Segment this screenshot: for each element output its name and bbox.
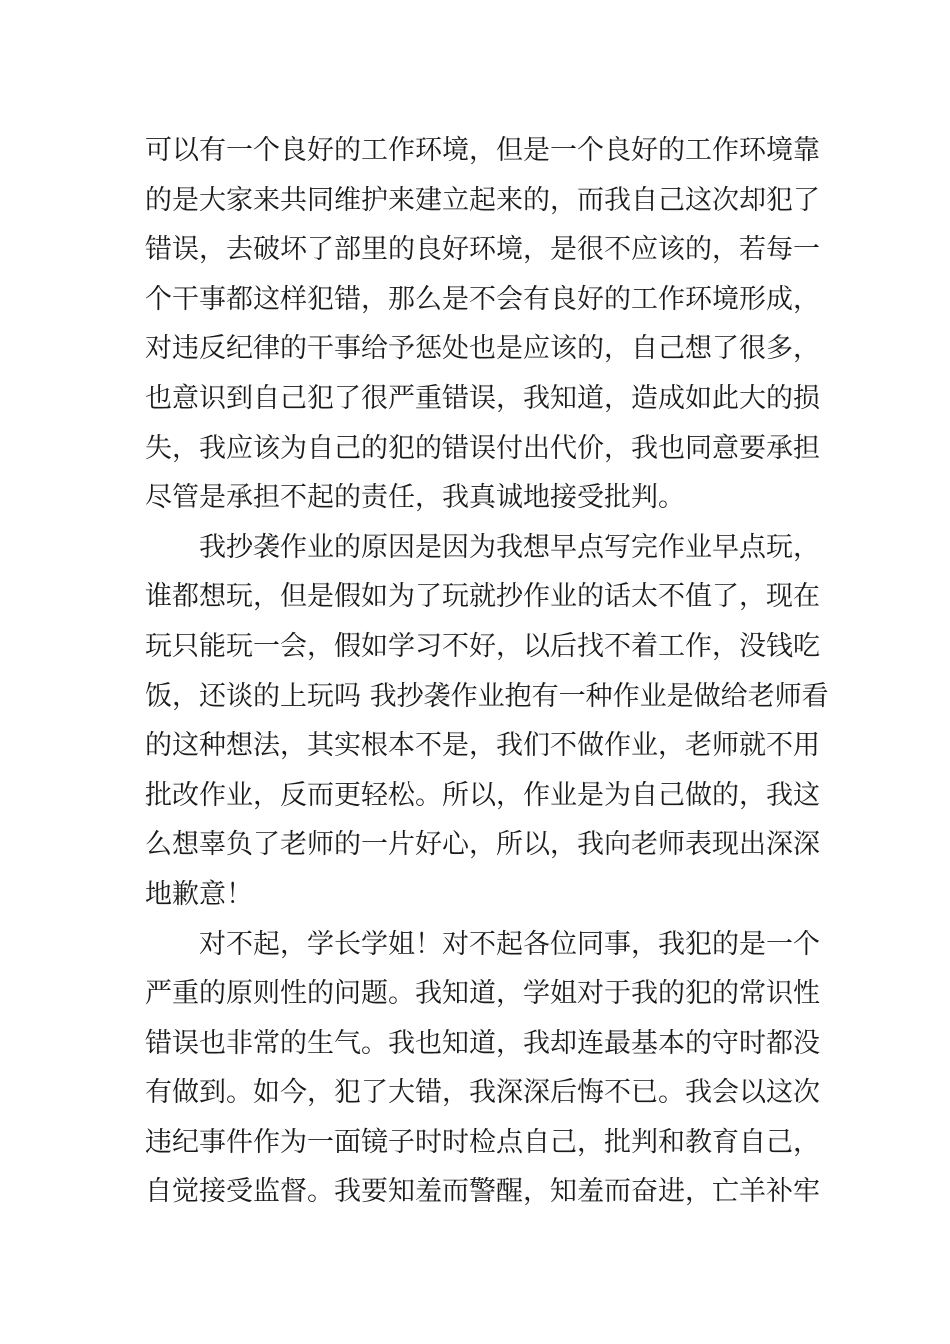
text-line: 违纪事件作为一面镜子时时检点自己，批判和教育自己， [145, 1126, 820, 1158]
text-line: 批改作业，反而更轻松。所以，作业是为自己做的，我这 [145, 779, 820, 811]
text-line: 个干事都这样犯错，那么是不会有良好的工作环境形成， [145, 283, 820, 315]
text-line: 严重的原则性的问题。我知道，学姐对于我的犯的常识性 [145, 978, 820, 1010]
document-body [145, 126, 829, 1217]
text-line: 自觉接受监督。我要知羞而警醒，知羞而奋进，亡羊补牢 [145, 1176, 820, 1208]
text-line: 错误也非常的生气。我也知道，我却连最基本的守时都没 [145, 1027, 820, 1059]
text-line: 失，我应该为自己的犯的错误付出代价，我也同意要承担 [145, 432, 820, 464]
text-line: 谁都想玩，但是假如为了玩就抄作业的话太不值了，现在 [145, 581, 820, 613]
text-line: 地歉意！ [145, 878, 253, 910]
text-line: 的这种想法，其实根本不是，我们不做作业，老师就不用 [145, 730, 820, 762]
text-line: 玩只能玩一会，假如学习不好，以后找不着工作，没钱吃 [145, 630, 820, 662]
text-line: 错误，去破坏了部里的良好环境，是很不应该的，若每一 [145, 234, 820, 266]
text-line: 有做到。如今，犯了大错，我深深后悔不已。我会以这次 [145, 1077, 820, 1109]
text-line: 饭，还谈的上玩吗 我抄袭作业抱有一种作业是做给老师看 [145, 680, 829, 712]
paragraph [145, 920, 820, 1218]
text-line: 对不起，学长学姐！对不起各位同事，我犯的是一个 [199, 928, 820, 960]
text-line: 尽管是承担不起的责任，我真诚地接受批判。 [145, 482, 685, 514]
text-line: 么想辜负了老师的一片好心，所以，我向老师表现出深深 [145, 829, 820, 861]
paragraph [145, 523, 829, 920]
text-line: 也意识到自己犯了很严重错误，我知道，造成如此大的损 [145, 382, 820, 414]
paragraph [145, 126, 820, 523]
text-line: 可以有一个良好的工作环境，但是一个良好的工作环境靠 [145, 135, 820, 166]
text-line: 我抄袭作业的原因是因为我想早点写完作业早点玩， [199, 531, 820, 563]
text-line: 的是大家来共同维护来建立起来的，而我自己这次却犯了 [145, 184, 820, 216]
text-line: 对违反纪律的干事给予惩处也是应该的，自己想了很多， [145, 333, 820, 365]
